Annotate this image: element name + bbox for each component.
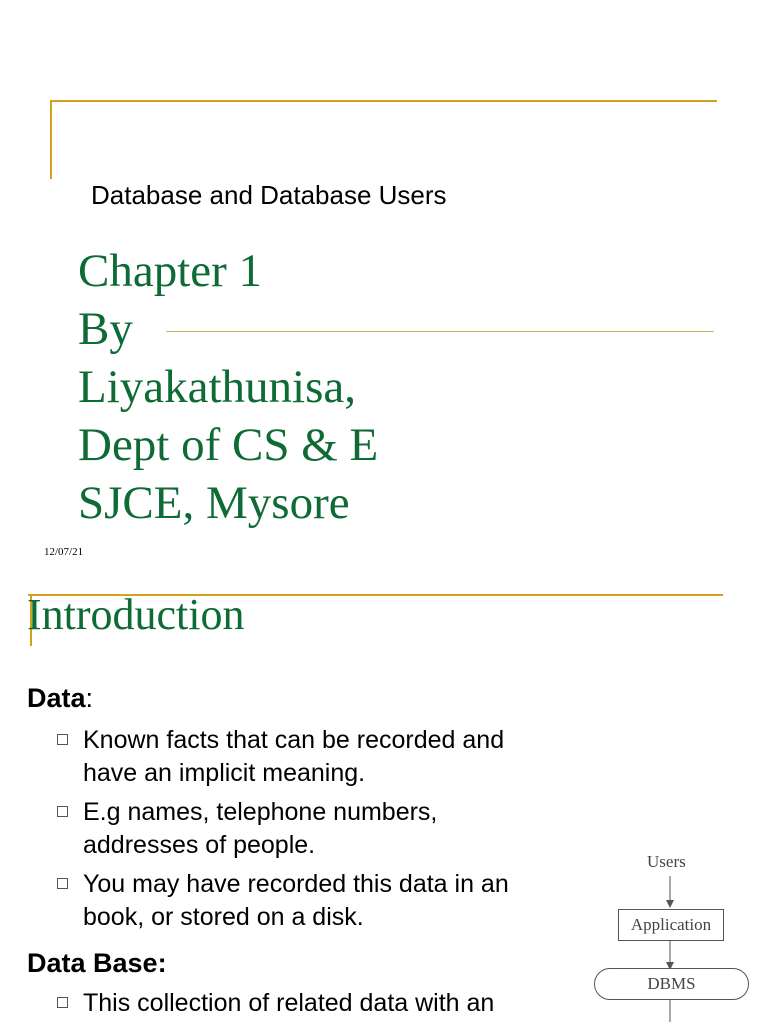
diagram-users-label: Users: [647, 852, 686, 871]
slide1-title: [78, 242, 378, 532]
section-heading-database: Data Base:: [27, 948, 167, 978]
database-bullet-list: [27, 987, 527, 1020]
list-item: Known facts that can be recorded and have an implicit meaning.: [27, 724, 527, 790]
list-item: E.g names, telephone numbers, addresses of people.: [27, 796, 527, 862]
slide1-top-rule: [50, 100, 717, 102]
slide1-date: 12/07/21: [44, 546, 84, 558]
section-heading-data: Data:: [27, 683, 94, 713]
diagram-dbms-box: DBMS: [594, 968, 749, 1000]
slide1-subtitle: Database and Database Users: [91, 180, 447, 210]
title-line-author: Liyakathunisa,: [78, 361, 357, 413]
slide2-title: Introduction: [27, 590, 245, 639]
section-database: [27, 948, 527, 1026]
arrow-down-icon: [666, 900, 674, 908]
square-bullet-icon: [57, 878, 68, 889]
section-data: [27, 683, 527, 940]
square-bullet-icon: [57, 734, 68, 745]
title-line-chapter: Chapter 1: [78, 245, 263, 297]
title-line-institution: SJCE, Mysore: [78, 477, 350, 529]
diagram-application-box: Application: [618, 909, 724, 941]
title-line-by: By: [78, 303, 133, 355]
title-line-department: Dept of CS & E: [78, 419, 379, 471]
list-item: This collection of related data with an: [27, 987, 527, 1020]
data-bullet-list: [27, 724, 527, 934]
slide1-by-rule: [166, 331, 714, 332]
list-item: You may have recorded this data in an book, or stored on a disk.: [27, 868, 527, 934]
square-bullet-icon: [57, 997, 68, 1008]
slide1-left-rule: [50, 100, 52, 179]
diagram-arrows: [660, 872, 680, 1024]
square-bullet-icon: [57, 806, 68, 817]
